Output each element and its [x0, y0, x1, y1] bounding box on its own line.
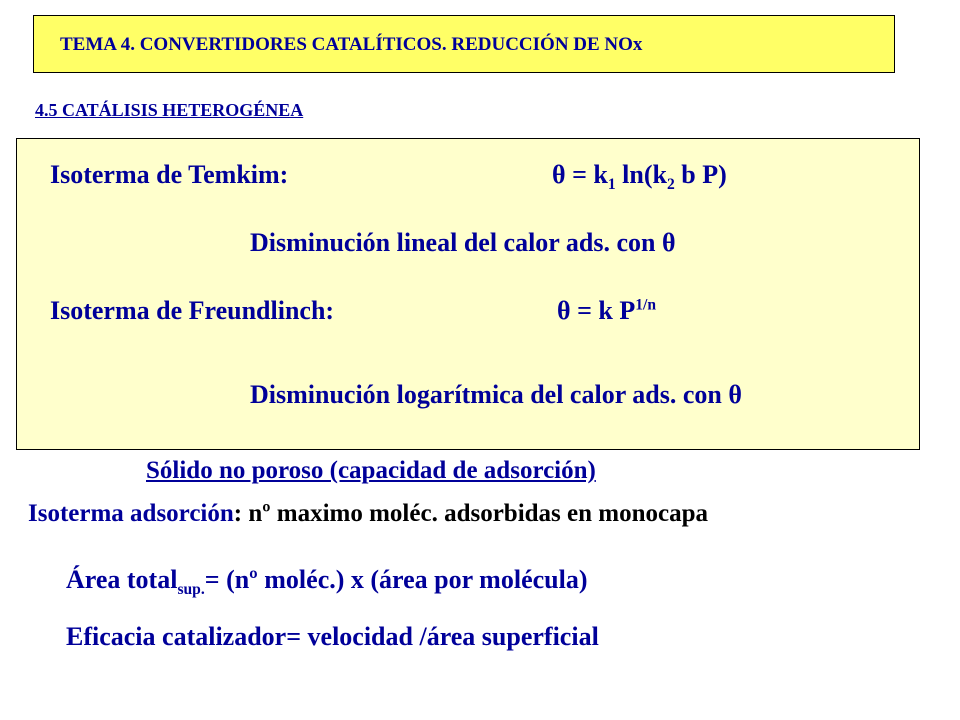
temkin-equation: [552, 160, 727, 194]
solid-heading: Sólido no poroso (capacidad de adsorción): [146, 457, 596, 484]
slide-title: TEMA 4. CONVERTIDORES CATALÍTICOS. REDUCCIÓN DE NOx: [60, 34, 643, 55]
area-suffix: = (nº moléc.) x (área por molécula): [204, 565, 588, 594]
area-formula: [66, 565, 588, 599]
title-banner: [33, 15, 895, 73]
temkin-label: Isoterma de Temkim:: [50, 160, 289, 189]
isotherm-label: Isoterma adsorción: [28, 500, 234, 527]
temkin-eq-mid: ln(k: [615, 160, 667, 189]
temkin-k1-subscript: 1: [607, 176, 616, 194]
section-heading: 4.5 CATÁLISIS HETEROGÉNEA: [35, 100, 304, 120]
temkin-k2-subscript: 2: [666, 176, 675, 194]
efficacy-formula: Eficacia catalizador= velocidad /área superficial: [66, 622, 599, 651]
temkin-eq-suffix: b P): [674, 160, 727, 189]
freundlich-label: Isoterma de Freundlinch:: [50, 296, 335, 325]
freundlich-note: Disminución logarítmica del calor ads. con θ: [250, 380, 742, 409]
isotherm-text: : nº maximo moléc. adsorbidas en monocapa: [233, 500, 709, 527]
freundlich-exponent: 1/n: [635, 296, 657, 314]
area-subscript: sup.: [177, 581, 205, 599]
freundlich-eq-prefix: θ = k P: [557, 296, 636, 325]
area-prefix: Área total: [66, 565, 178, 594]
freundlich-equation: [557, 296, 656, 326]
temkin-note: Disminución lineal del calor ads. con θ: [250, 228, 676, 257]
temkin-eq-prefix: θ = k: [552, 160, 608, 189]
isotherm-line: [28, 500, 708, 528]
